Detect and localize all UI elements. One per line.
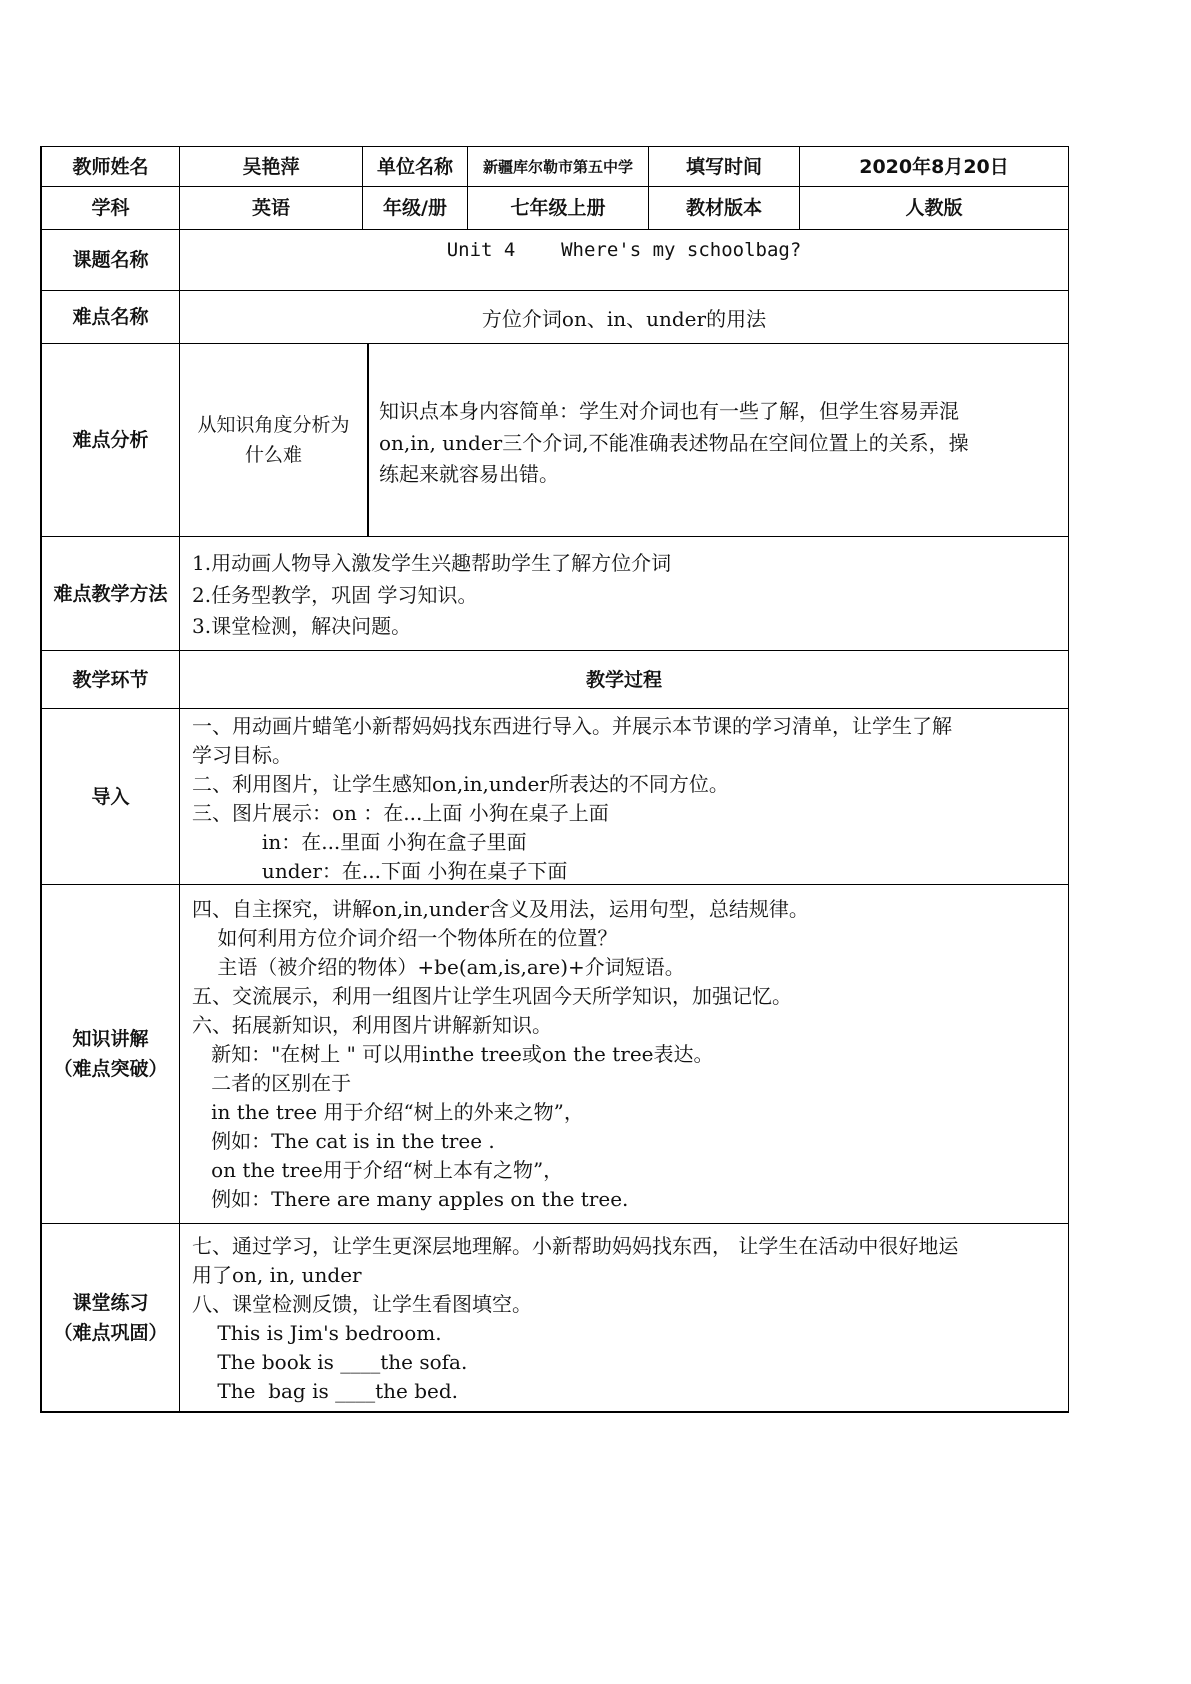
intro-line: in：在...里面 小狗在盒子里面: [192, 830, 527, 854]
intro-line: 学习目标。: [192, 743, 292, 767]
subject-label: 学科: [40, 186, 180, 230]
practice-line: 七、通过学习，让学生更深层地理解。小新帮助妈妈找东西， 让学生在活动中很好地运: [192, 1234, 959, 1258]
knowledge-label-main: 知识讲解: [72, 1028, 149, 1050]
intro-label: 导入: [40, 708, 180, 885]
unit-name: 新疆库尔勒市第五中学: [467, 146, 649, 187]
intro-line: 三、图片展示：on ：在...上面 小狗在桌子上面: [192, 801, 609, 825]
analysis-line: 知识点本身内容简单：学生对介词也有一些了解，但学生容易弄混: [379, 399, 959, 423]
intro-line: under：在...下面 小狗在桌子下面: [192, 859, 568, 883]
unit-label: 单位名称: [362, 146, 468, 187]
edition-value: 人教版: [799, 186, 1069, 230]
topic-value-cell: [179, 229, 1069, 291]
practice-label-main: 课堂练习: [72, 1291, 149, 1314]
intro-content: [179, 708, 1069, 885]
subject-value: 英语: [179, 186, 363, 230]
intro-line: 二、利用图片，让学生感知on,in,under所表达的不同方位。: [192, 772, 729, 796]
method-label: 难点教学方法: [40, 536, 180, 651]
date-value: 2020年8月20日: [799, 146, 1069, 187]
difficulty-label: 难点名称: [40, 290, 180, 344]
practice-line: The bag is ____the bed.: [192, 1379, 459, 1403]
knowledge-line: 二者的区别在于: [192, 1071, 352, 1095]
practice-content: [179, 1223, 1069, 1413]
intro-line: 一、用动画片蜡笔小新帮妈妈找东西进行导入。并展示本节课的学习清单，让学生了解: [192, 714, 952, 738]
process-stage-label: 教学环节: [40, 650, 180, 709]
knowledge-line: 新知："在树上 " 可以用inthe tree或on the tree表达。: [192, 1042, 714, 1066]
knowledge-line: 五、交流展示，利用一组图片让学生巩固今天所学知识，加强记忆。: [192, 984, 792, 1008]
knowledge-label: [40, 884, 180, 1224]
grade-label: 年级/册: [362, 186, 468, 230]
edition-label: 教材版本: [648, 186, 800, 230]
topic-label: 课题名称: [40, 229, 180, 291]
analysis-line: 练起来就容易出错。: [379, 462, 559, 486]
date-label: 填写时间: [648, 146, 800, 187]
analysis-content: [368, 343, 1069, 537]
analysis-sublabel: 从知识角度分析为什么难: [197, 414, 350, 466]
teacher-label: 教师姓名: [40, 146, 180, 187]
process-header: 教学过程: [179, 650, 1069, 709]
method-line: 2.任务型教学，巩固 学习知识。: [192, 582, 478, 607]
practice-line: 八、课堂检测反馈，让学生看图填空。: [192, 1292, 532, 1316]
knowledge-content: [179, 884, 1069, 1224]
teacher-name: 吴艳萍: [179, 146, 363, 187]
knowledge-line: 主语（被介绍的物体）+be(am,is,are)+介词短语。: [192, 955, 685, 979]
method-line: 3.课堂检测，解决问题。: [192, 614, 412, 638]
practice-line: This is Jim's bedroom.: [192, 1321, 442, 1345]
analysis-sublabel-cell: [179, 343, 369, 537]
knowledge-line: 例如：There are many apples on the tree.: [192, 1187, 629, 1211]
practice-label: [40, 1223, 180, 1413]
knowledge-line: on the tree用于介绍“树上本有之物”，: [192, 1158, 564, 1182]
practice-label-sub: （难点巩固）: [53, 1321, 168, 1344]
practice-line: The book is ____the sofa.: [192, 1350, 468, 1374]
practice-line: 用了on, in, under: [192, 1263, 362, 1287]
knowledge-line: in the tree 用于介绍“树上的外来之物”，: [192, 1100, 584, 1124]
analysis-label: 难点分析: [40, 343, 180, 537]
knowledge-line: 如何利用方位介词介绍一个物体所在的位置？: [192, 926, 618, 950]
knowledge-line: 四、自主探究，讲解on,in,under含义及用法，运用句型，总结规律。: [192, 897, 809, 921]
knowledge-line: 六、拓展新知识，利用图片讲解新知识。: [192, 1013, 552, 1037]
difficulty-value: 方位介词on、in、under的用法: [179, 290, 1069, 344]
topic-value: Unit 4 Where's my schoolbag?: [446, 239, 802, 261]
grade-value: 七年级上册: [467, 186, 649, 230]
knowledge-line: 例如：The cat is in the tree .: [192, 1129, 495, 1153]
method-content: [179, 536, 1069, 651]
method-line: 1.用动画人物导入激发学生兴趣帮助学生了解方位介词: [192, 551, 672, 575]
analysis-line: on,in, under三个介词,不能准确表述物品在空间位置上的关系，操: [379, 430, 969, 455]
knowledge-label-sub: （难点突破）: [53, 1058, 168, 1080]
